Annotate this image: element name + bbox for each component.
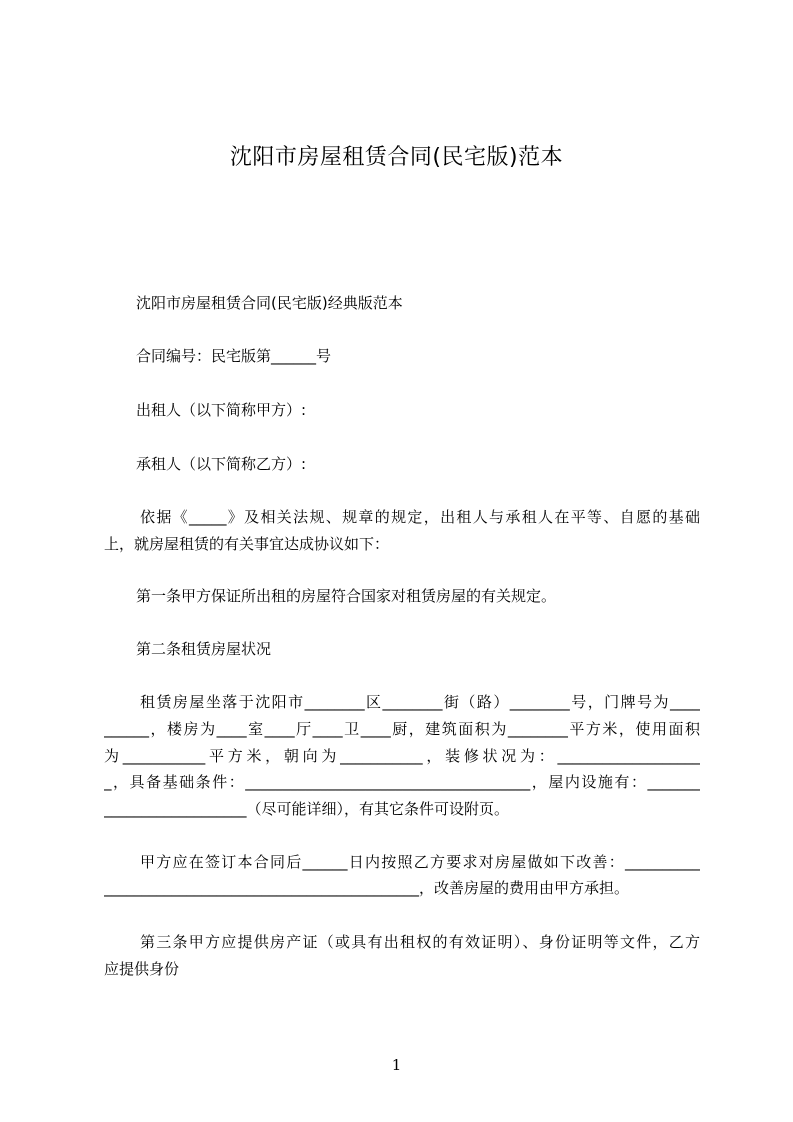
subtitle-line: 沈阳市房屋租赁合同(民宅版)经典版范本 [136,294,403,312]
contract-number-line: 合同编号：民宅版第______号 [136,347,332,365]
improvement-line-2: __________________________________________，改善房屋的费用由甲方承担。 [104,879,630,897]
property-status-line-5: ___________________（尽可能详细），有其它条件可设附页。 [104,800,510,818]
basis-paragraph-line-2: 上，就房屋租赁的有关事宜达成协议如下： [104,535,390,553]
lessor-line: 出租人（以下简称甲方）: [136,401,307,419]
property-status-line-2: ______，楼房为____室____厅____卫____厨，建筑面积为________平方米，使用面积 [104,720,700,738]
property-status-line-1: 租赁房屋坐落于沈阳市________区________街（路）________号，门牌号为____ [140,693,700,711]
article-1-line: 第一条甲方保证所出租的房屋符合国家对租赁房屋的有关规定。 [136,587,557,605]
basis-paragraph-line-1: 依据《_____》及相关法规、规章的规定，出租人与承租人在平等、自愿的基础 [140,508,700,526]
improvement-line-1: 甲方应在签订本合同后______日内按照乙方要求对房屋做如下改善：__________ [140,853,700,871]
article-3-line-2: 应提供身份 [104,960,180,978]
page-number: 1 [391,1056,402,1074]
article-3-line-1: 第三条甲方应提供房产证（或具有出租权的有效证明）、身份证明等文件，乙方 [140,933,700,951]
article-2-heading: 第二条租赁房屋状况 [136,640,272,658]
property-status-line-4: _，具备基础条件：______________________________________，屋内设施有：_______ [104,773,700,791]
lessee-line: 承租人（以下简称乙方）: [136,455,307,473]
property-status-line-3: 为___________平方米，朝向为___________，装修状况为：___________________ [104,747,700,765]
document-title: 沈阳市房屋租赁合同(民宅版)范本 [229,145,564,170]
